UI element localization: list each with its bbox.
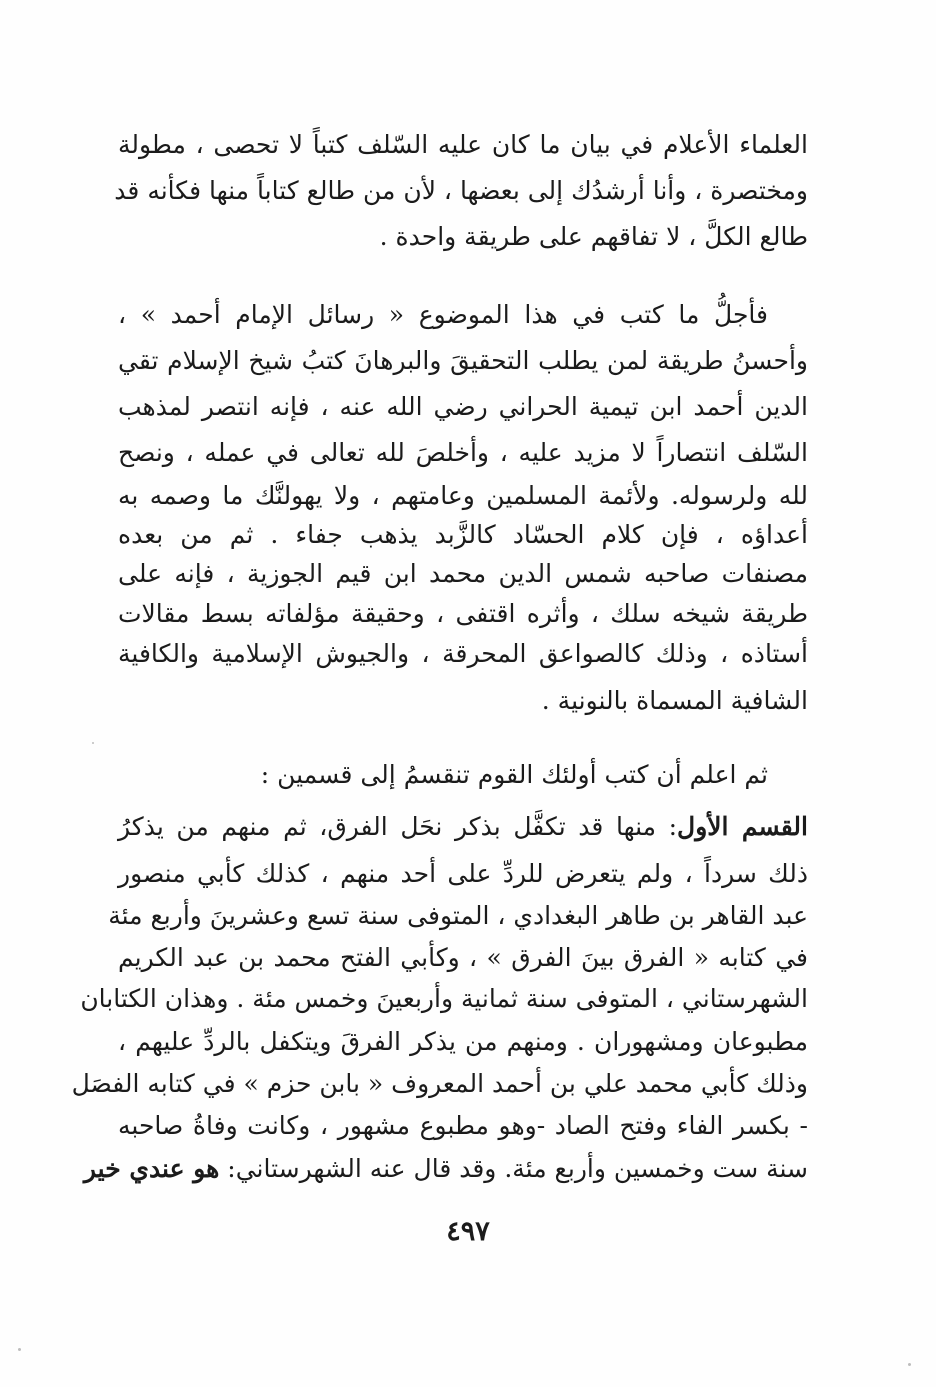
text-line: في كتابه « الفرق بينَ الفرق » ، وكأبي الفتح محمد بن عبد الكريم xyxy=(118,943,808,972)
text-line: لله ولرسوله. ولأئمة المسلمين وعامتهم ، ولا يهولنَّك ما وصمه به xyxy=(118,481,808,510)
bold-phrase: هو عندي خير xyxy=(83,1154,220,1183)
text-line: الدين أحمد ابن تيمية الحراني رضي الله عنه ، فإنه انتصر لمذهب xyxy=(118,392,808,421)
text-line: وذلك كأبي محمد علي بن أحمد المعروف « بابن حزم » في كتابه الفصَل xyxy=(71,1069,808,1098)
text-line: ومختصرة ، وأنا أرشدُك إلى بعضها ، لأن من طالع كتاباً منها فكأنه قد xyxy=(114,176,808,205)
text-line: طريقة شيخه سلك ، وأثره اقتفى ، وحقيقة مؤلفاته بسط مقالات xyxy=(118,599,808,628)
text-line: مطبوعان ومشهوران . ومنهم من يذكر الفرقَ ويتكفل بالردِّ عليهم ، xyxy=(118,1027,808,1056)
page-number: ٤٩٧ xyxy=(446,1216,490,1247)
text-line: عبد القاهر بن طاهر البغدادي ، المتوفى سنة تسع وعشرينَ وأربع مئة xyxy=(108,901,808,930)
text-line: مصنفات صاحبه شمس الدين محمد ابن قيم الجوزية ، فإنه على xyxy=(118,559,808,588)
text-line: طالع الكلَّ ، لا تفاقهم على طريقة واحدة . xyxy=(379,222,808,251)
text-line: العلماء الأعلام في بيان ما كان عليه السّلف كتباً لا تحصى ، مطولة xyxy=(118,130,808,159)
text-line: - بكسر الفاء وفتح الصاد -وهو مطبوع مشهور ، وكانت وفاةُ صاحبه xyxy=(118,1111,808,1140)
section-lead: القسم الأول xyxy=(677,812,808,841)
text-line: ثم اعلم أن كتب أولئك القوم تنقسمُ إلى قسمين : xyxy=(260,760,768,789)
text-line-start: سنة ست وخمسين وأربع مئة. وقد قال عنه الشهرستاني: xyxy=(227,1154,808,1183)
text-line: أستاذه ، وذلك كالصواعق المحرقة ، والجيوش الإسلامية والكافية xyxy=(118,639,808,668)
text-line: ذلك سرداً ، ولم يتعرض للردِّ على أحد منهم ، كذلك كأبي منصور xyxy=(118,859,808,888)
text-line xyxy=(118,809,808,845)
text-line: أعداؤه ، فإن كلام الحسّاد كالزَّبد يذهب جفاء . ثم من بعده xyxy=(118,520,808,549)
text-line: الشافية المسماة بالنونية . xyxy=(541,686,808,715)
text-line: فأجلُّ ما كتب في هذا الموضوع « رسائل الإمام أحمد » ، xyxy=(118,300,768,329)
scan-speck xyxy=(92,742,94,744)
text-line xyxy=(83,1151,808,1187)
text-line-rest: : منها قد تكفَّل بذكر نحَل الفرق، ثم منهم من يذكرُ xyxy=(118,812,678,841)
text-line: الشهرستاني ، المتوفى سنة ثمانية وأربعينَ وخمس مئة . وهذان الكتابان xyxy=(80,984,808,1013)
text-line: وأحسنُ طريقة لمن يطلب التحقيقَ والبرهانَ كتبُ شيخ الإسلام تقي xyxy=(118,346,808,375)
text-line: السّلف انتصاراً لا مزيد عليه ، وأخلصَ لله تعالى في عمله ، ونصح xyxy=(118,438,808,467)
scan-speck xyxy=(908,1363,911,1366)
scan-speck xyxy=(18,1348,21,1351)
